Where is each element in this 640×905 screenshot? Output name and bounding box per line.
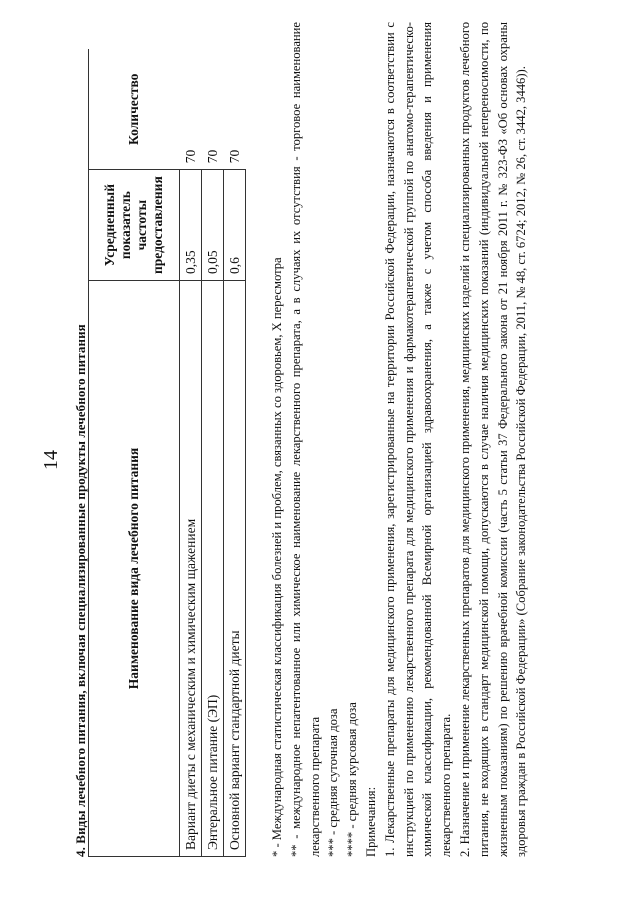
footnote: * - Международная статистическая классификация болезней и проблем, связанных со здоровьем, X пересмотра <box>270 257 284 857</box>
footnote: ** - международное непатентованное или химическое наименование лекарственного препарата, а в случаях их отсутствия - торговое наименование лекарственного препарата <box>288 22 322 857</box>
row-name: Основной вариант стандартной диеты <box>224 281 246 857</box>
row-name: Вариант диеты с механическим и химическим щажением <box>180 281 202 857</box>
table-row <box>202 49 224 856</box>
header-frequency: Усредненный показатель частоты предоставления <box>89 170 180 281</box>
header-name: Наименование вида лечебного питания <box>89 281 180 857</box>
nutrition-table <box>88 49 246 857</box>
page-number: 14 <box>40 450 62 470</box>
footnote: *** - средняя суточная доза <box>326 708 341 857</box>
header-quantity: Количество <box>89 49 180 170</box>
table-row <box>180 49 202 856</box>
row-frequency: 0,35 <box>180 170 202 281</box>
table-row <box>224 49 246 856</box>
note-item: 2. Назначение и применение лекарственных препаратов для медицинского применения, медицинских изделий и специализированных продуктов лечебного питания, не входящих в стандарт медицинской помощи, допускаются в случае наличия медицинских показаний (индивидуальной непереносимости, по жизненным показаниям) по решению врачебной комиссии (часть 5 статьи 37 Федерального закона от 21 ноября 2011 г. № 323-ФЗ «Об основах охраны здоровья граждан в Российской Федерации» (Собрание законодательства Российской Федерации, 2011, № 48, ст. 6724; 2012, № 26, ст. 3442, 3446)). <box>457 22 529 857</box>
row-quantity: 70 <box>182 149 198 164</box>
table-header-row <box>89 49 180 856</box>
footnotes-block <box>268 22 531 857</box>
note-item: 1. Лекарственные препараты для медицинского применения, зарегистрированные на территории Российской Федерации, назначаются в соответствии с инструкцией по применению лекарственного препарата для медицинского применения и фармакотерапевтической группой по анатомо-терапевтическо-химической классификации, рекомендованной Всемирной организацией здравоохранения, а также с учетом способа введения и применения лекарственного препарата. <box>382 22 454 857</box>
notes-title: Примечания: <box>363 786 378 857</box>
row-quantity: 70 <box>226 149 242 164</box>
row-frequency: 0,05 <box>202 170 224 281</box>
row-name: Энтеральное питание (ЭП) <box>202 281 224 857</box>
footnote: **** - средняя курсовая доза <box>345 702 360 857</box>
row-quantity: 70 <box>204 149 220 164</box>
row-frequency: 0,6 <box>224 170 246 281</box>
section-title: 4. Виды лечебного питания, включая специализированные продукты лечебного питания <box>73 324 88 857</box>
